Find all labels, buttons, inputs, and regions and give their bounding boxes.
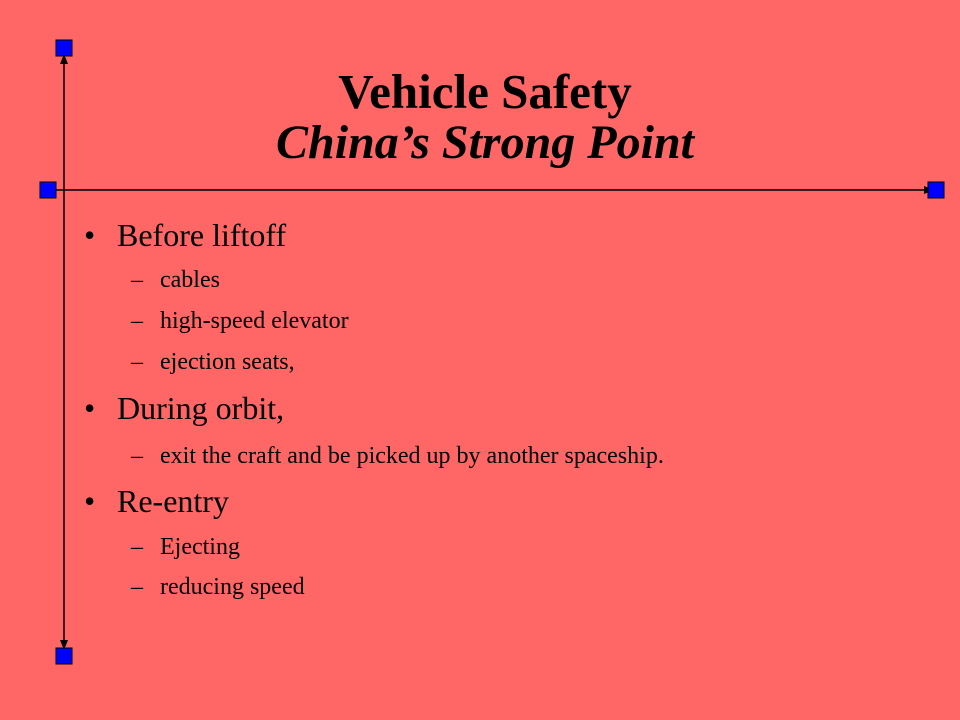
bullet-item: [84, 217, 287, 253]
sub-bullet-item: [131, 534, 240, 560]
sub-bullet-text: cables: [160, 267, 220, 293]
sub-bullet-text: ejection seats,: [160, 349, 295, 375]
bullet-text: During orbit,: [117, 390, 285, 426]
sub-bullet-dash: –: [131, 443, 143, 469]
bullet-item: [84, 483, 229, 519]
sub-bullet-text: high-speed elevator: [160, 308, 349, 334]
slide-subtitle: China’s Strong Point: [276, 115, 694, 169]
sub-bullet-item: [131, 443, 664, 469]
sub-bullet-dash: –: [131, 534, 143, 560]
bullet-text: Before liftoff: [117, 217, 287, 253]
sub-bullet-dash: –: [131, 349, 143, 375]
sub-bullet-item: [131, 574, 305, 600]
sub-bullet-item: [131, 308, 349, 334]
bullet-dot: •: [84, 483, 96, 519]
sub-bullet-text: exit the craft and be picked up by another spaceship.: [160, 443, 664, 469]
sub-bullet-dash: –: [131, 267, 143, 293]
sub-bullet-dash: –: [131, 574, 143, 600]
sub-bullet-item: [131, 267, 220, 293]
slide-title: Vehicle Safety: [338, 64, 632, 119]
sub-bullet-text: Ejecting: [160, 534, 240, 560]
sub-bullet-text: reducing speed: [160, 574, 305, 600]
sub-bullet-item: [131, 349, 295, 375]
bullet-item: [84, 390, 285, 426]
bullet-text: Re-entry: [117, 483, 229, 519]
sub-bullet-dash: –: [131, 308, 143, 334]
bullet-dot: •: [84, 390, 96, 426]
bullet-dot: •: [84, 217, 96, 253]
